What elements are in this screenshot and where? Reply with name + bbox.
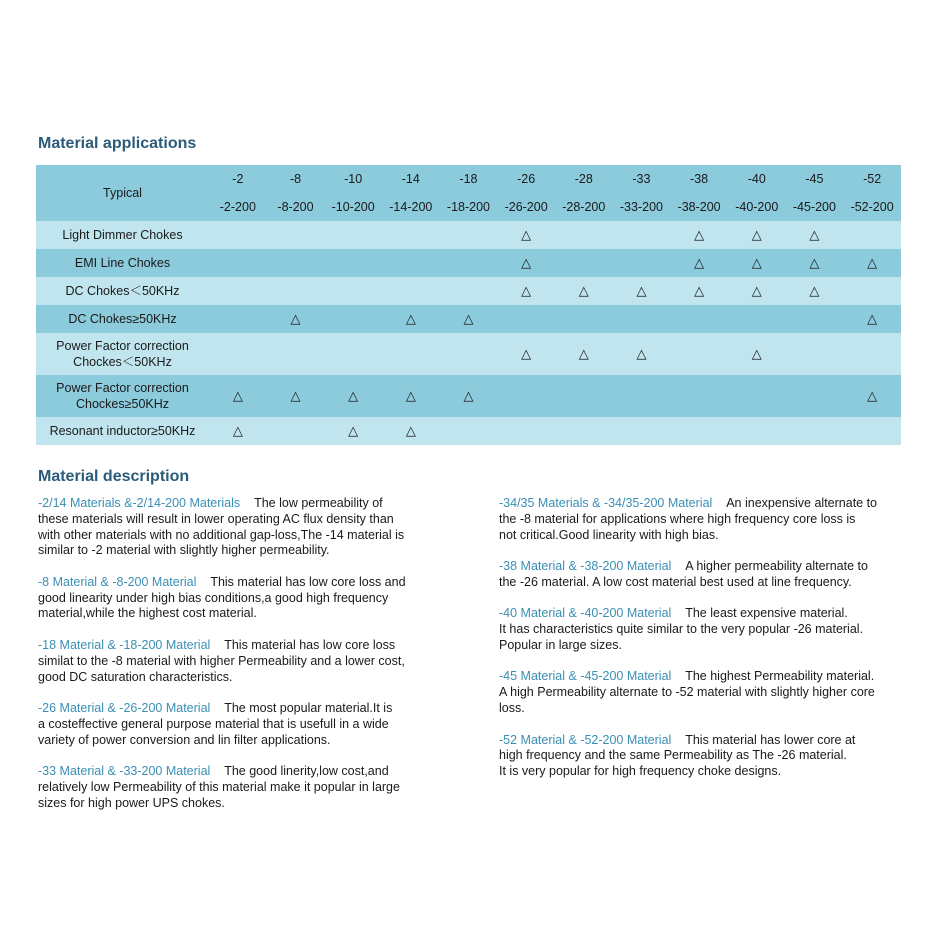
triangle-icon: △ [728,221,786,249]
triangle-icon: △ [728,333,786,375]
paragraph-text: similat to the -8 material with higher Permeability and a lower cost, [38,653,405,668]
material-name: -40 Material & -40-200 Material [499,606,672,621]
triangle-icon [555,305,613,333]
triangle-icon [555,375,613,417]
paragraph-text: The most popular material.It is [224,701,393,716]
triangle-icon [843,221,901,249]
material-paragraph [38,764,433,811]
column-code: -28 [555,165,613,193]
paragraph-text: It is very popular for high frequency choke designs. [499,764,782,779]
paragraph-text: loss. [499,701,525,716]
triangle-icon [555,249,613,277]
triangle-icon [843,333,901,375]
material-name: -8 Material & -8-200 Material [38,574,197,589]
application-row [36,249,901,277]
paragraph-text: The highest Permeability material. [685,669,875,684]
triangle-icon [786,375,844,417]
paragraph-text: Popular in large sizes. [499,637,622,652]
application-label [36,305,209,333]
paragraph-text: similar to -2 material with slightly higher permeability. [38,543,330,558]
paragraph-text: The low permeability of [254,496,383,510]
application-row [36,417,901,445]
triangle-icon [440,249,498,277]
paragraph-text: The least expensive material. [685,606,848,621]
triangle-icon [324,277,382,305]
paragraph-line [38,717,433,733]
column-code-200: -8-200 [267,193,325,221]
paragraph-text: with other materials with no additional gap-loss,The -14 material is [38,527,405,542]
application-label-line1: Resonant inductor≥50KHz [49,424,196,438]
paragraph-line [499,701,904,717]
material-name: -45 Material & -45-200 Material [499,669,672,684]
triangle-icon: △ [209,375,267,417]
triangle-icon: △ [613,333,671,375]
triangle-icon [613,375,671,417]
triangle-icon [209,333,267,375]
column-code: -40 [728,165,786,193]
material-name: -38 Material & -38-200 Material [499,559,672,574]
paragraph-line [38,733,433,749]
column-code-200: -18-200 [440,193,498,221]
column-code-200: -28-200 [555,193,613,221]
triangle-icon: △ [728,277,786,305]
triangle-icon [728,417,786,445]
application-row [36,333,901,375]
triangle-icon [613,417,671,445]
triangle-icon [324,249,382,277]
paragraph-text: This material has lower core at [685,732,856,747]
triangle-icon [209,305,267,333]
paragraph-line [499,669,904,685]
triangle-icon: △ [843,375,901,417]
triangle-icon: △ [267,305,325,333]
column-code: -33 [613,165,671,193]
triangle-icon: △ [786,249,844,277]
application-label-line1: DC Chokes≥50KHz [68,312,177,326]
column-code: -2 [209,165,267,193]
paragraph-line [38,670,433,686]
triangle-icon: △ [670,221,728,249]
triangle-icon [209,221,267,249]
triangle-icon [555,221,613,249]
column-code-200: -52-200 [843,193,901,221]
paragraph-text: good DC saturation characteristics. [38,669,233,684]
triangle-icon [843,277,901,305]
paragraph-line [38,528,433,544]
paragraph-line [38,638,433,654]
material-name: -34/35 Materials & -34/35-200 Material [499,496,713,510]
paragraph-line [499,606,904,622]
paragraph-line [38,591,433,607]
triangle-icon: △ [382,417,440,445]
application-label-line1: Light Dimmer Chokes [62,228,183,242]
triangle-icon [267,277,325,305]
description-left-column [38,496,433,827]
application-label-line2: Chockes＜50KHz [73,355,172,369]
material-paragraph [499,559,904,591]
triangle-icon: △ [728,249,786,277]
application-label [36,333,209,375]
triangle-icon: △ [324,375,382,417]
triangle-icon [786,305,844,333]
application-label [36,417,209,445]
column-code-200: -26-200 [497,193,555,221]
application-label-line1: EMI Line Chokes [74,256,171,270]
triangle-icon: △ [440,375,498,417]
triangle-icon: △ [613,277,671,305]
material-name: -2/14 Materials &-2/14-200 Materials [38,496,241,510]
triangle-icon: △ [843,249,901,277]
triangle-icon: △ [440,305,498,333]
triangle-icon [728,305,786,333]
material-name: -26 Material & -26-200 Material [38,701,211,716]
triangle-icon: △ [382,305,440,333]
paragraph-line [499,685,904,701]
paragraph-line [499,748,904,764]
paragraph-text: An inexpensive alternate to [726,496,878,510]
material-paragraph [499,733,904,780]
material-name: -33 Material & -33-200 Material [38,764,211,779]
application-row [36,221,901,249]
paragraph-text: these materials will result in lower operating AC flux density than [38,511,394,526]
material-paragraph [499,496,904,543]
paragraph-line [499,638,904,654]
paragraph-text: This material has low core loss [224,637,396,652]
triangle-icon: △ [670,249,728,277]
triangle-icon [209,277,267,305]
triangle-icon [555,417,613,445]
paragraph-text: It has characteristics quite similar to the very popular -26 material. [499,622,864,637]
application-label [36,221,209,249]
triangle-icon [497,375,555,417]
paragraph-text: a costeffective general purpose material that is usefull in a wide [38,716,389,731]
triangle-icon [440,277,498,305]
paragraph-line [38,764,433,780]
column-code: -18 [440,165,498,193]
column-code-200: -38-200 [670,193,728,221]
triangle-icon [440,417,498,445]
column-code-200: -2-200 [209,193,267,221]
triangle-icon: △ [786,277,844,305]
column-code-200: -45-200 [786,193,844,221]
triangle-icon: △ [786,221,844,249]
paragraph-text: This material has low core loss and [210,574,406,589]
paragraph-text: good linearity under high bias conditions,a good high frequency [38,590,389,605]
application-label [36,375,209,417]
triangle-icon [440,221,498,249]
paragraph-line [499,575,904,591]
paragraph-text: A higher permeability alternate to [685,559,868,574]
material-paragraph [38,701,433,748]
triangle-icon [670,417,728,445]
header-row-codes [36,165,901,193]
applications-title: Material applications [38,135,197,152]
triangle-icon [267,249,325,277]
paragraph-text: sizes for high power UPS chokes. [38,795,225,810]
material-paragraph [38,575,433,622]
triangle-icon [267,417,325,445]
paragraph-text: material,while the highest cost material. [38,606,257,621]
applications-table [36,165,901,445]
paragraph-line [38,701,433,717]
paragraph-line [38,512,433,528]
application-label-line1: Power Factor correction [56,339,189,353]
triangle-icon [497,305,555,333]
triangle-icon [382,333,440,375]
application-label [36,277,209,305]
paragraph-line [499,496,904,512]
column-code-200: -14-200 [382,193,440,221]
triangle-icon [843,417,901,445]
triangle-icon: △ [555,277,613,305]
paragraph-line [38,575,433,591]
paragraph-line [499,622,904,638]
paragraph-line [38,543,433,559]
application-row [36,305,901,333]
paragraph-text: variety of power conversion and lin filter applications. [38,732,331,747]
material-name: -52 Material & -52-200 Material [499,732,672,747]
column-code: -38 [670,165,728,193]
triangle-icon: △ [382,375,440,417]
description-right-column [499,496,904,796]
paragraph-line [499,764,904,780]
application-row [36,375,901,417]
paragraph-text: relatively low Permeability of this material make it popular in large [38,779,400,794]
material-paragraph [38,496,433,559]
triangle-icon [670,375,728,417]
paragraph-line [38,496,433,512]
paragraph-text: The good linerity,low cost,and [224,764,389,779]
triangle-icon: △ [497,333,555,375]
paragraph-text: the -26 material. A low cost material best used at line frequency. [499,574,852,589]
material-name: -18 Material & -18-200 Material [38,637,211,652]
triangle-icon [267,333,325,375]
material-paragraph [38,638,433,685]
paragraph-line [499,528,904,544]
triangle-icon [670,305,728,333]
triangle-icon [613,221,671,249]
triangle-icon: △ [267,375,325,417]
paragraph-line [499,559,904,575]
paragraph-line [499,512,904,528]
triangle-icon [209,249,267,277]
application-label-line2: Chockes≥50KHz [76,397,170,411]
application-label-line1: DC Chokes＜50KHz [65,284,180,298]
triangle-icon: △ [555,333,613,375]
paragraph-line [38,606,433,622]
triangle-icon [324,333,382,375]
triangle-icon [786,417,844,445]
description-title: Material description [38,468,190,485]
triangle-icon [613,305,671,333]
application-label-line1: Power Factor correction [56,381,189,395]
application-row [36,277,901,305]
triangle-icon [324,221,382,249]
triangle-icon: △ [670,277,728,305]
column-code-200: -33-200 [613,193,671,221]
triangle-icon [497,417,555,445]
triangle-icon [324,305,382,333]
column-code: -14 [382,165,440,193]
typical-header: Typical [36,165,209,221]
triangle-icon: △ [497,277,555,305]
triangle-icon: △ [497,249,555,277]
column-code-200: -40-200 [728,193,786,221]
triangle-icon [382,221,440,249]
triangle-icon [382,249,440,277]
paragraph-text: the -8 material for applications where high frequency core loss is [499,511,856,526]
application-label [36,249,209,277]
column-code: -8 [267,165,325,193]
paragraph-text: high frequency and the same Permeability as The -26 material. [499,748,847,763]
paragraph-line [38,780,433,796]
paragraph-text: not critical.Good linearity with high bias. [499,527,719,542]
triangle-icon: △ [497,221,555,249]
paragraph-line [38,796,433,812]
triangle-icon [670,333,728,375]
triangle-icon: △ [209,417,267,445]
paragraph-line [499,733,904,749]
triangle-icon [440,333,498,375]
column-code: -10 [324,165,382,193]
material-paragraph [499,669,904,716]
triangle-icon: △ [324,417,382,445]
triangle-icon [267,221,325,249]
triangle-icon [613,249,671,277]
column-code: -26 [497,165,555,193]
triangle-icon [382,277,440,305]
triangle-icon [728,375,786,417]
paragraph-line [38,654,433,670]
column-code-200: -10-200 [324,193,382,221]
column-code: -45 [786,165,844,193]
paragraph-text: A high Permeability alternate to -52 material with slightly higher core [499,685,875,700]
triangle-icon: △ [843,305,901,333]
column-code: -52 [843,165,901,193]
triangle-icon [786,333,844,375]
material-paragraph [499,606,904,653]
